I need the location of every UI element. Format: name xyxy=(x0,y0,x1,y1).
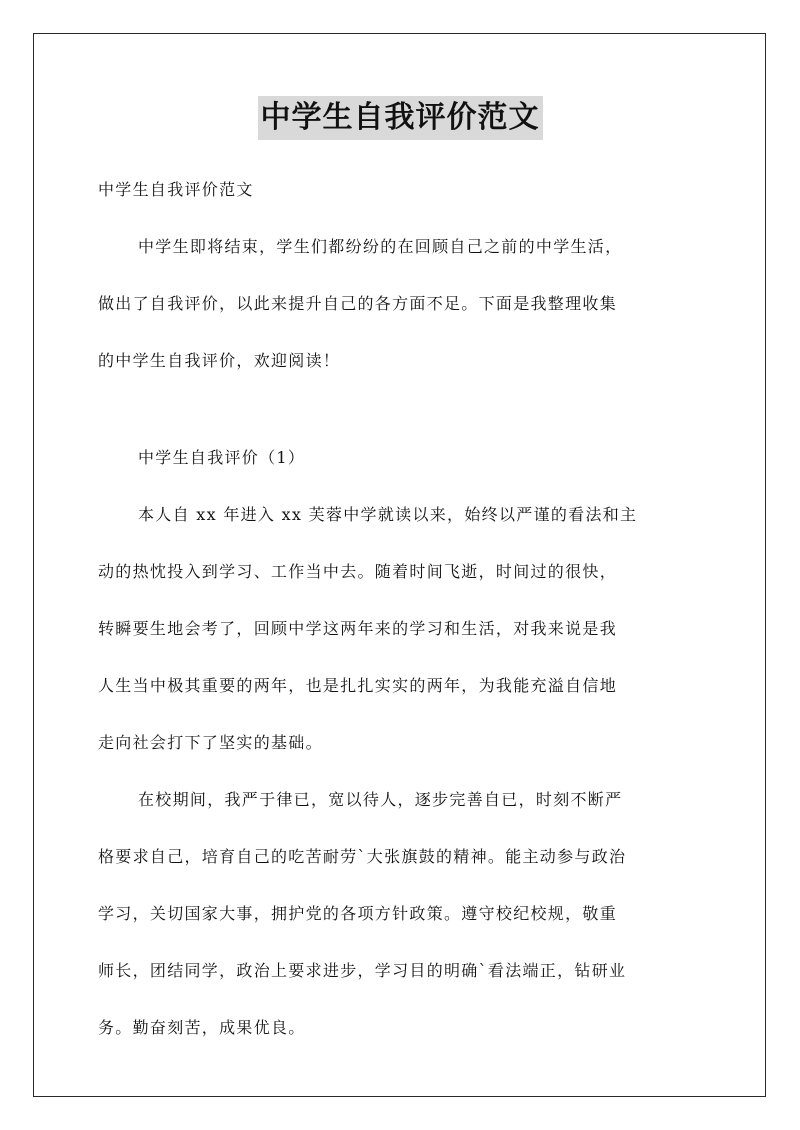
paragraph1-line: 走向社会打下了坚实的基础。 xyxy=(98,733,323,752)
document-body xyxy=(98,170,702,1065)
title-container xyxy=(0,96,800,140)
document-subtitle: 中学生自我评价范文 xyxy=(98,180,254,199)
paragraph1-line: 本人自 xx 年进入 xx 芙蓉中学就读以来，始终以严谨的看法和主 xyxy=(138,505,638,524)
paragraph1-line: 动的热忱投入到学习、工作当中去。随着时间飞逝，时间过的很快， xyxy=(98,562,618,581)
paragraph2-line: 在校期间，我严于律已，宽以待人，逐步完善自已，时刻不断严 xyxy=(138,790,623,809)
paragraph1-line: 转瞬要生地会考了，回顾中学这两年来的学习和生活，对我来说是我 xyxy=(98,619,618,638)
intro-line: 的中学生自我评价，欢迎阅读！ xyxy=(98,351,341,370)
blank-line xyxy=(98,398,702,438)
paragraph1-line: 人生当中极其重要的两年，也是扎扎实实的两年，为我能充溢自信地 xyxy=(98,676,618,695)
paragraph2-line: 学习，关切国家大事，拥护党的各项方针政策。遵守校纪校规，敬重 xyxy=(98,904,618,923)
paragraph2-line: 师长，团结同学，政治上要求进步，学习目的明确`看法端正，钻研业 xyxy=(98,961,627,980)
intro-line: 中学生即将结束，学生们都纷纷的在回顾自己之前的中学生活， xyxy=(138,237,623,256)
intro-line: 做出了自我评价，以此来提升自己的各方面不足。下面是我整理收集 xyxy=(98,294,618,313)
section-heading: 中学生自我评价（1） xyxy=(138,448,306,467)
paragraph2-line: 务。勤奋刻苦，成果优良。 xyxy=(98,1018,306,1037)
document-title: 中学生自我评价范文 xyxy=(258,96,543,140)
paragraph2-line: 格要求自己，培育自己的吃苦耐劳`大张旗鼓的精神。能主动参与政治 xyxy=(98,847,627,866)
